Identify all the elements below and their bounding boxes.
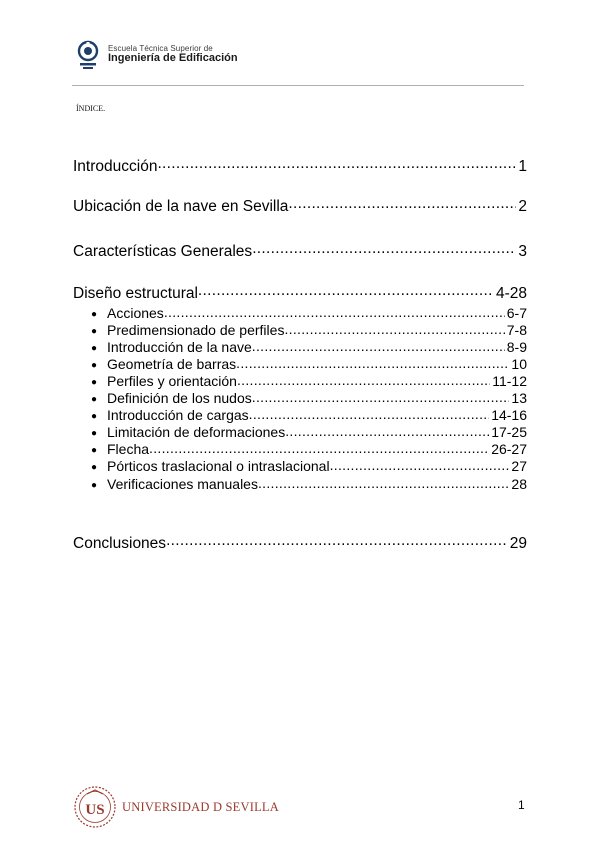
- toc-entry-title: Introducción de la nave: [107, 339, 252, 356]
- toc-entry-page: 2: [518, 197, 527, 215]
- bullet-icon: ●: [91, 394, 98, 406]
- school-header: [76, 38, 238, 72]
- toc-entry-title: Pórticos traslacional o intraslacional: [107, 458, 330, 475]
- toc-entry-page: 1: [518, 157, 527, 175]
- dot-leader: [252, 338, 505, 352]
- toc-entry-title: Geometría de barras: [107, 356, 237, 373]
- dot-leader: [288, 195, 516, 211]
- bullet-icon: ●: [91, 309, 98, 320]
- dot-leader: [198, 282, 494, 298]
- school-logo-icon: [76, 40, 100, 70]
- seal-letters: US: [85, 802, 105, 818]
- index-heading: ÍNDICE.: [76, 104, 106, 113]
- toc-entry-page: 8-9: [506, 339, 527, 356]
- toc-entry-page: 17-25: [491, 424, 527, 441]
- toc-subentry[interactable]: [91, 423, 527, 440]
- university-seal-icon: [72, 784, 118, 830]
- toc-entry-title: Definición de los nudos: [107, 390, 252, 407]
- toc-entry-page: 4-28: [495, 284, 527, 302]
- dot-leader: [166, 532, 508, 548]
- bullet-icon: ●: [91, 445, 98, 457]
- toc-subentry[interactable]: [91, 355, 527, 372]
- toc-subentry[interactable]: [91, 475, 527, 492]
- dot-leader: [252, 240, 516, 256]
- toc-entry[interactable]: [73, 532, 527, 553]
- dot-leader: [249, 406, 490, 420]
- toc-entry-page: 14-16: [491, 407, 527, 424]
- toc-subentry[interactable]: [91, 457, 527, 474]
- toc-entry-title: Introducción de cargas: [107, 407, 249, 424]
- university-name: UNIVERSIDAD D SEVILLA: [122, 799, 279, 814]
- toc-entry[interactable]: [73, 240, 527, 261]
- bullet-icon: ●: [91, 326, 98, 338]
- toc-entry-page: 27: [511, 458, 527, 475]
- toc-entry-page: 3: [518, 242, 527, 260]
- toc-subentry[interactable]: [91, 389, 527, 406]
- toc-entry-title: Verificaciones manuales: [107, 475, 258, 492]
- toc-entry-page: 6-7: [506, 305, 527, 321]
- dot-leader: [285, 423, 489, 437]
- toc-entry-page: 11-12: [492, 373, 527, 390]
- bullet-icon: ●: [91, 360, 98, 372]
- toc-entry-title: Flecha: [107, 441, 150, 458]
- school-name-line2: Ingeniería de Edificación: [108, 52, 238, 65]
- bullet-icon: ●: [91, 479, 98, 491]
- toc-entry-title: Limitación de deformaciones: [107, 424, 286, 441]
- toc-entry-title: Diseño estructural: [73, 284, 198, 302]
- bullet-icon: ●: [91, 411, 98, 423]
- toc-entry-page: 7-8: [506, 322, 527, 339]
- dot-leader: [252, 389, 510, 403]
- toc-subentry[interactable]: [91, 321, 527, 338]
- bullet-icon: ●: [91, 462, 98, 474]
- dot-leader: [258, 475, 509, 489]
- toc-subentry[interactable]: [91, 338, 527, 355]
- toc-entry-title: Conclusiones: [73, 534, 167, 552]
- toc-entry-page: 13: [511, 390, 527, 407]
- toc-entry-title: Introducción: [73, 157, 158, 175]
- dot-leader: [149, 440, 489, 454]
- toc-subentry[interactable]: [91, 304, 527, 321]
- toc-subentry[interactable]: [91, 372, 527, 389]
- toc-entry-page: 29: [509, 534, 527, 552]
- toc-entry[interactable]: [73, 195, 527, 216]
- toc-entry-title: Ubicación de la nave en Sevilla: [73, 197, 289, 215]
- bullet-icon: ●: [91, 343, 98, 355]
- university-footer: [72, 784, 279, 830]
- toc-entry-title: Predimensionado de perfiles: [107, 322, 285, 339]
- toc-entry[interactable]: [73, 282, 527, 303]
- bullet-icon: ●: [91, 377, 98, 389]
- toc-entry[interactable]: [73, 155, 527, 176]
- dot-leader: [236, 355, 509, 369]
- toc-entry-title: Acciones: [107, 305, 164, 321]
- page-number: 1: [518, 798, 525, 812]
- dot-leader: [157, 155, 516, 171]
- toc-entry-title: Perfiles y orientación: [107, 373, 237, 390]
- header-divider: [72, 85, 524, 86]
- toc-entry-page: 28: [511, 475, 527, 492]
- dot-leader: [330, 457, 510, 471]
- toc-entry-page: 10: [511, 356, 527, 373]
- toc-subentry[interactable]: [91, 440, 527, 457]
- school-name: [108, 45, 238, 65]
- toc-entry-title: Características Generales: [73, 242, 253, 260]
- toc-entry-page: 26-27: [491, 441, 527, 458]
- dot-leader: [284, 321, 504, 335]
- bullet-icon: ●: [91, 428, 98, 440]
- dot-leader: [237, 372, 490, 386]
- dot-leader: [164, 304, 505, 318]
- school-name-line1: Escuela Técnica Superior de: [108, 44, 213, 54]
- toc-subentry[interactable]: [91, 406, 527, 423]
